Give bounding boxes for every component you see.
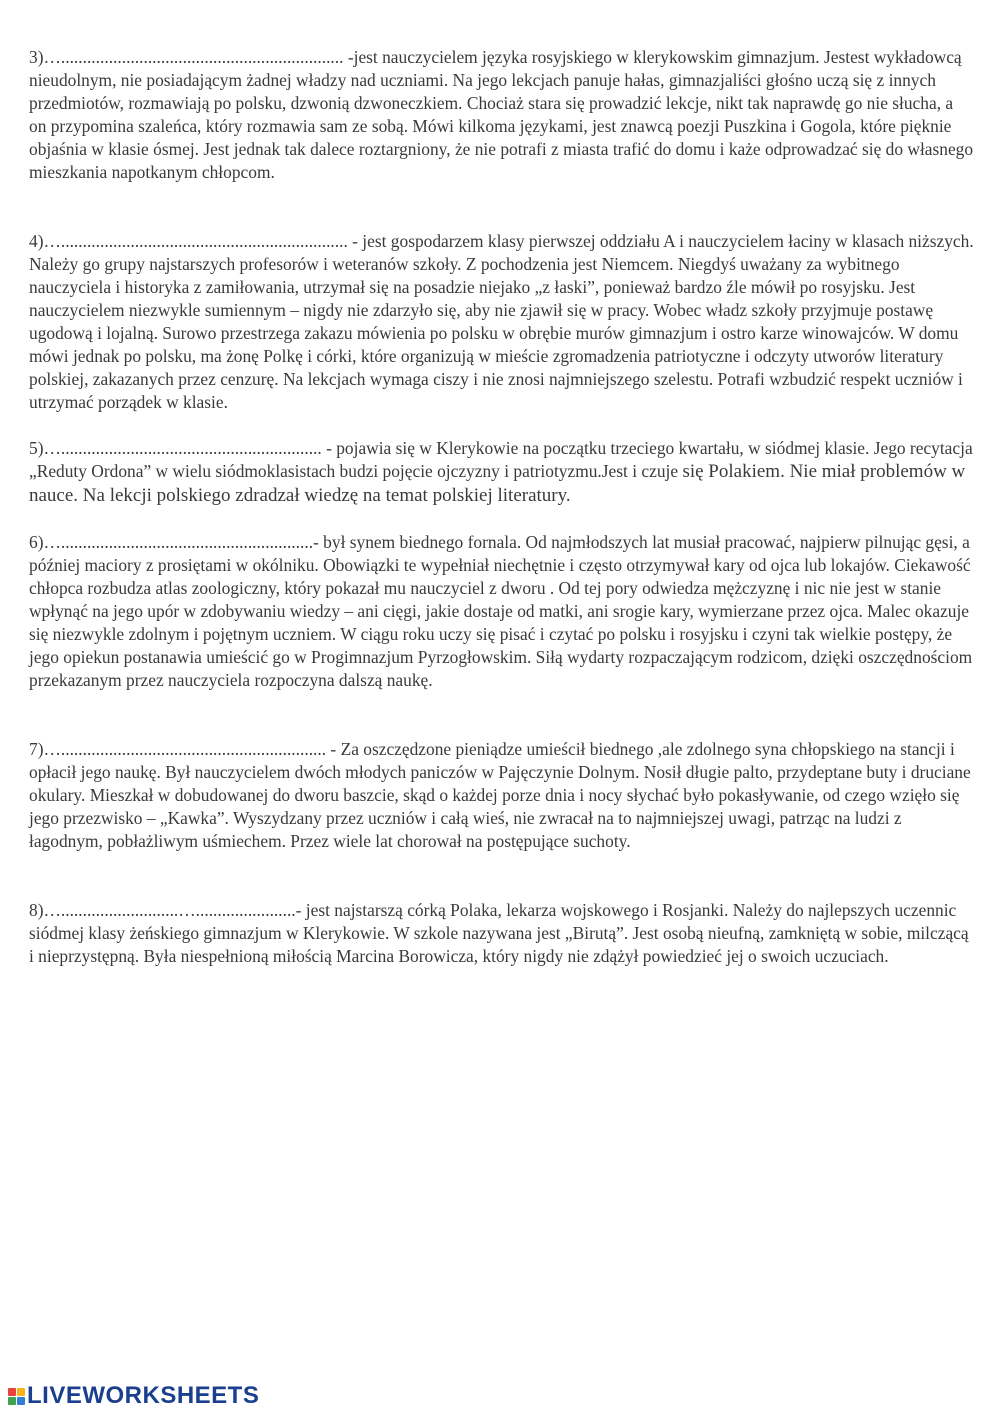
paragraph-5-lead: 5)…............................................................ - pojawia się w Klerykowie na początku trzeciego kwartału, w siódmej klasie. Jego recytacja „Reduty Ordona” w wielu siódmoklasistach budzi pojęcie ojczyzny i patriotyzmu.Jest i czuje (29, 438, 973, 481)
spacer (29, 692, 974, 738)
paragraph-4: 4)….................................................................. - jest gospodarzem klasy pierwszej oddziału A i nauczycielem łaciny w klasach niższych. Należy go grupy najstarszych profesorów i weteranów szkoły. Z pochodzenia jest Niemcem. Niegdyś uważany za wybitnego nauczyciela i historyka z zamiłowania, utrzymał się na posadzie niejako „z łaski”, ponieważ bardzo źle mówił po rosyjsku. Jest nauczycielem niezwykle sumiennym – nigdy nie zdarzyło się, aby nie zjawił się w pracy. Wobec władz szkoły przyjmuje postawę ugodową i lojalną. Surowo przestrzega zakazu mówienia po polsku w obrębie murów gimnazjum i ostro karze winowajców. W domu mówi jednak po polsku, ma żonę Polkę i córki, które organizują w mieście zgromadzenia patriotyczne i odczyty utworów literatury polskiej, zakazanych przez cenzurę. Na lekcjach wymaga ciszy i nie znosi najmniejszego szelestu. Potrafi wzbudzić respekt uczniów i utrzymać porządek w klasie. (29, 231, 974, 412)
spacer (29, 853, 974, 899)
spacer (29, 184, 974, 230)
paragraph-5-tail: się Polakiem. Nie miał problemów w nauce. Na lekcji polskiego zdradzał wiedzę na temat polskiej literatury. (29, 461, 966, 506)
paragraph-7: 7)…............................................................. - Za oszczędzone pieniądze umieścił biednego ,ale zdolnego syna chłopskiego na stancji i opłacił jego naukę. Był nauczycielem dwóch młodych paniczów w Pajęczynie Dolnym. Nosił długie palto, przydeptane buty i druciane okulary. Mieszkał w dobudowanej do dworu baszcie, skąd o każdej porze dnia i nocy słychać było pokasływanie, od czego wzięło się jego przezwisko – „Kawka”. Wyszydzany przez uczniów i całą wieś, nie zwracał na to najmniejszej uwagi, patrząc na ludzi z łagodnym, pobłażliwym uśmiechem. Przez wiele lat chorował na postępujące suchoty. (29, 739, 971, 851)
logo-tile-red (8, 1388, 16, 1396)
spacer (29, 508, 974, 531)
logo-tile-green (8, 1397, 16, 1405)
brand-name: LIVEWORKSHEETS (27, 1382, 260, 1409)
liveworksheets-logo-icon (8, 1388, 25, 1405)
logo-tile-blue (17, 1397, 25, 1405)
spacer (29, 414, 974, 437)
paragraph-8: 8)…...........................….......................- jest najstarszą córką Polaka, lekarza wojskowego i Rosjanki. Należy do najlepszych uczennic siódmej klasy żeńskiego gimnazjum w Klerykowie. W szkole nazywana jest „Birutą”. Jest osobą nieufną, zamkniętą w sobie, milczącą i nieprzystępną. Była niespełnioną miłością Marcina Borowicza, który nigdy nie zdążył powiedzieć jej o swoich uczuciach. (29, 900, 969, 966)
paragraph-3: 3)…................................................................. -jest nauczycielem języka rosyjskiego w klerykowskim gimnazjum. Jestest wykładowcą nieudolnym, nie posiadającym żadnej władzy nad uczniami. Na jego lekcjach panuje hałas, gimnazjaliści głośno uczą się z innych przedmiotów, rozmawiają po polsku, dzwonią dzwoneczkiem. Chociaż stara się prowadzić lekcje, nikt tak naprawdę go nie słucha, a on przypomina szaleńca, który rozmawia sam ze sobą. Mówi kilkoma językami, jest znawcą poezji Puszkina i Gogola, które pięknie objaśnia w klasie ósmej. Jest jednak tak dalece roztargniony, że nie potrafi z miasta trafić do domu i każe odprowadzać się do własnego mieszkania napotkanym chłopcom. (29, 47, 974, 182)
worksheet-page (29, 46, 974, 968)
paragraph-5 (29, 437, 974, 508)
paragraph-6: 6)…..........................................................- był synem biednego fornala. Od najmłodszych lat musiał pracować, najpierw pilnując gęsi, a później maciory z prosiętami w okólniku. Obowiązki te wypełniał niechętnie i często otrzymywał kary od ojca lub lokajów. Ciekawość chłopca rozbudza atlas zoologiczny, który pokazał mu nauczyciel z dworu . Od tej pory odwiedza mężczyznę i nic nie jest w stanie wpłynąć na jego upór w zdobywaniu wiedzy – ani cięgi, jakie dostaje od matki, ani srogie kary, wymierzane przez ojca. Malec okazuje się niezwykle zdolnym i pojętnym uczniem. W ciągu roku uczy się pisać i czytać po polsku i rosyjsku i czyni tak wielkie postępy, że jego opiekun postanawia umieścić go w Progimnazjum Pyrzogłowskim. Siłą wydarty rozpaczającym rodzicom, dzięki oszczędnościom przekazanym przez nauczyciela rozpoczyna dalszą naukę. (29, 532, 973, 690)
logo-tile-yellow (17, 1388, 25, 1396)
footer-brand (8, 1383, 259, 1409)
